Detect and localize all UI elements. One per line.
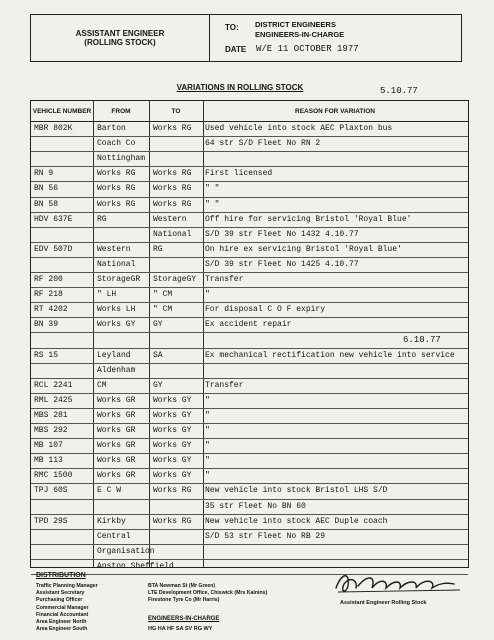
distribution-item: Area Engineer South: [36, 626, 88, 633]
cell-from: Leyland: [97, 350, 131, 360]
table-row: [31, 274, 468, 286]
distribution-external-list: [148, 583, 267, 605]
distribution-title: DISTRIBUTION: [36, 572, 86, 579]
cell-reason: ": [205, 395, 210, 405]
cell-reason: " ": [205, 199, 220, 209]
table-row: [31, 244, 468, 256]
row-divider: [31, 393, 468, 394]
cell-reason: Used vehicle into stock AEC Plaxton bus: [205, 124, 393, 133]
cell-vehicle: MB 107: [34, 441, 63, 451]
row-divider: [31, 423, 468, 424]
cell-to: SA: [153, 350, 163, 360]
table-row: [31, 501, 468, 513]
distribution-item: BTA Newman St (Mr Green): [148, 583, 216, 589]
engineers-codes: HG HA HF SA SV RG WY: [148, 626, 213, 632]
cell-to: Works GY: [153, 441, 192, 451]
to-recipients: [255, 20, 344, 40]
table-row: [31, 168, 468, 180]
cell-from: Works GR: [97, 410, 136, 420]
column-header-vehicle: VEHICLE NUMBER: [32, 107, 92, 115]
cell-vehicle: MB 113: [34, 456, 63, 466]
cell-reason: New vehicle into stock Bristol LHS S/D: [205, 486, 388, 496]
row-divider: [31, 453, 468, 454]
table-row: [31, 485, 468, 497]
row-divider: [31, 242, 468, 243]
row-divider: [31, 302, 468, 303]
table-row: [31, 289, 468, 301]
cell-to: Works GY: [153, 471, 192, 481]
row-divider: [31, 483, 468, 484]
cell-from: Anston Sheffield: [97, 561, 174, 571]
cell-from: StorageGR: [97, 275, 141, 284]
cell-from: RG: [97, 214, 107, 224]
row-divider: [31, 468, 468, 469]
column-header-to: TO: [171, 107, 181, 115]
engineers-title: ENGINEERS-IN-CHARGE: [148, 616, 220, 622]
cell-to: " CM: [153, 305, 173, 315]
table-row: [31, 365, 468, 377]
cell-from: Works RG: [97, 169, 136, 179]
row-divider: [31, 544, 468, 545]
row-divider: [31, 348, 468, 349]
table-row: [31, 470, 468, 482]
row-divider: [31, 272, 468, 273]
table-date: 5.10.77: [380, 86, 418, 96]
distribution-item: Firestone Tyre Co (Mr Harris): [148, 597, 220, 604]
signature-icon: [328, 566, 468, 600]
cell-from: Works GR: [97, 471, 136, 481]
table-row: [31, 199, 468, 211]
cell-from: Works RG: [97, 184, 136, 194]
row-divider: [31, 136, 468, 137]
cell-vehicle: RF 200: [34, 275, 63, 284]
row-divider: [31, 499, 468, 500]
table-row: [31, 531, 468, 543]
to-recipient-line: DISTRICT ENGINEERS: [255, 20, 336, 29]
cell-reason: Transfer: [205, 275, 244, 284]
cell-from: Organisation: [97, 546, 155, 556]
row-divider: [31, 514, 468, 515]
cell-from: Works GR: [97, 426, 136, 435]
cell-reason: 64 str S/D Fleet No RN 2: [205, 139, 321, 149]
cell-to: Works RG: [153, 516, 192, 526]
cell-from: Aldenham: [97, 365, 136, 375]
date-value: W/E 11 OCTOBER 1977: [256, 44, 359, 54]
row-divider: [31, 227, 468, 228]
row-divider: [31, 151, 468, 152]
row-divider: [31, 287, 468, 288]
cell-reason: S/D 39 str Fleet No 1432 4.10.77: [205, 229, 359, 239]
header-divider: [31, 121, 468, 122]
cell-reason: S/D 39 str Fleet No 1425 4.10.77: [205, 259, 359, 269]
table-row: [31, 304, 468, 316]
cell-vehicle: MBS 292: [34, 426, 68, 435]
cell-to: Works GY: [153, 426, 192, 435]
table-row: [31, 153, 468, 165]
distribution-item: Assistant Secretary: [36, 590, 85, 597]
distribution-item: Purchasing Officer: [36, 597, 83, 604]
table-row: [31, 229, 468, 241]
cell-vehicle: BN 56: [34, 184, 59, 194]
cell-from: Western: [97, 244, 131, 254]
cell-to: GY: [153, 320, 163, 330]
cell-from: National: [97, 259, 136, 269]
cell-reason: ": [205, 471, 210, 481]
cell-to: Works GY: [153, 395, 192, 405]
cell-reason: ": [205, 441, 210, 451]
cell-to: Works GY: [153, 456, 192, 466]
cell-reason: Ex mechanical rectification new vehicle into service: [205, 350, 455, 360]
row-divider: [31, 181, 468, 182]
table-row: [31, 395, 468, 407]
table-row: [31, 319, 468, 331]
table-row: [31, 425, 468, 437]
cell-from: Works GR: [97, 456, 136, 466]
row-divider: [31, 317, 468, 318]
variations-table: [30, 100, 469, 571]
cell-reason: " ": [205, 184, 220, 194]
cell-to: RG: [153, 244, 163, 254]
cell-vehicle: BN 58: [34, 199, 59, 209]
table-title: VARIATIONS IN ROLLING STOCK: [176, 83, 304, 92]
cell-from: Works RG: [97, 199, 136, 209]
cell-vehicle: RT 4202: [34, 305, 68, 315]
cell-from: Works GR: [97, 441, 136, 451]
distribution-item: Area Engineer North: [36, 619, 87, 626]
cell-from: Works LH: [97, 305, 136, 315]
table-row: [31, 546, 468, 558]
row-divider: [31, 378, 468, 379]
table-subdate: 6.10.77: [403, 335, 441, 346]
cell-vehicle: RF 218: [34, 290, 63, 300]
distribution-item: Financial Accountant: [36, 611, 89, 618]
cell-to: Works RG: [153, 169, 192, 179]
table-row: [31, 440, 468, 452]
column-header-reason: REASON FOR VARIATION: [295, 107, 375, 115]
cell-to: Works GY: [153, 410, 192, 420]
row-divider: [31, 438, 468, 439]
cell-reason: First licensed: [205, 169, 273, 179]
cell-from: CM: [97, 380, 107, 390]
table-row: [31, 123, 468, 135]
cell-reason: ": [205, 410, 210, 420]
row-divider: [31, 408, 468, 409]
row-divider: [31, 559, 468, 560]
cell-reason: On hire ex servicing Bristol 'Royal Blue': [205, 244, 402, 254]
from-title: ASSISTANT ENGINEER: [75, 29, 165, 38]
cell-reason: S/D 53 str Fleet No RB 29: [205, 531, 326, 541]
cell-from: Works GR: [97, 395, 136, 405]
cell-reason: Off hire for servicing Bristol 'Royal Blue': [205, 214, 412, 224]
cell-vehicle: BN 39: [34, 320, 59, 330]
row-divider: [31, 332, 468, 333]
table-row: [31, 350, 468, 362]
cell-vehicle: RS 15: [34, 350, 59, 360]
distribution-list: [36, 583, 98, 633]
cell-vehicle: RML 2425: [34, 395, 73, 405]
cell-reason: Ex accident repair: [205, 320, 292, 330]
row-divider: [31, 166, 468, 167]
table-row: [31, 410, 468, 422]
table-row: [31, 455, 468, 467]
memo-header: [30, 14, 462, 62]
row-divider: [31, 363, 468, 364]
distribution-item: Traffic Planning Manager: [36, 583, 98, 589]
distribution-item: Commercial Manager: [36, 604, 89, 611]
cell-from: Nottingham: [97, 154, 146, 164]
cell-vehicle: TPD 29S: [34, 516, 68, 526]
cell-vehicle: MBS 281: [34, 410, 68, 420]
date-label: DATE: [225, 45, 247, 54]
cell-reason: ": [205, 426, 210, 435]
cell-reason: Transfer: [205, 380, 244, 390]
cell-reason: New vehicle into stock AEC Duple coach: [205, 516, 388, 526]
column-header-from: FROM: [111, 107, 131, 115]
cell-to: Works RG: [153, 124, 192, 133]
cell-to: Works RG: [153, 486, 192, 496]
cell-to: StorageGY: [153, 275, 197, 284]
cell-vehicle: EDV 507D: [34, 244, 73, 254]
cell-reason: ": [205, 290, 210, 300]
table-row: [31, 516, 468, 528]
row-divider: [31, 212, 468, 213]
row-divider: [31, 529, 468, 530]
table-row: [31, 380, 468, 392]
cell-to: GY: [153, 380, 163, 390]
cell-from: " LH: [97, 290, 117, 300]
to-label: TO:: [225, 23, 239, 32]
cell-vehicle: TPJ 60S: [34, 486, 68, 496]
cell-vehicle: RCL 2241: [34, 380, 73, 390]
cell-from: E C W: [97, 486, 122, 496]
cell-from: Kirkby: [97, 516, 126, 526]
cell-from: Barton: [97, 124, 126, 133]
cell-to: Works RG: [153, 184, 192, 194]
cell-vehicle: MBR 802K: [34, 124, 73, 133]
signature-caption: Assistant Engineer Rolling Stock: [340, 600, 427, 606]
distribution-item: LTE Development Office, Chiswick (Mrs Kalnins): [148, 590, 268, 597]
cell-reason: 35 str Fleet No BN 60: [205, 501, 306, 511]
cell-vehicle: RMC 1500: [34, 471, 73, 481]
to-recipient-line: ENGINEERS-IN-CHARGE: [255, 30, 345, 39]
row-divider: [31, 197, 468, 198]
cell-vehicle: RN 9: [34, 169, 54, 179]
row-divider: [31, 257, 468, 258]
from-block: [31, 15, 210, 61]
cell-vehicle: HDV 637E: [34, 214, 73, 224]
cell-reason: For disposal C O F expiry: [205, 305, 326, 315]
table-row: [31, 214, 468, 226]
table-row: [31, 183, 468, 195]
cell-reason: ": [205, 456, 210, 466]
cell-from: Works GY: [97, 320, 136, 330]
cell-from: Central: [97, 531, 131, 541]
table-row: [31, 259, 468, 271]
cell-to: National: [153, 229, 192, 239]
cell-to: " CM: [153, 290, 173, 300]
cell-to: Works RG: [153, 199, 192, 209]
table-row: [31, 138, 468, 150]
cell-from: Coach Co: [97, 139, 136, 149]
cell-to: Western: [153, 214, 187, 224]
from-subtitle: (ROLLING STOCK): [84, 38, 156, 47]
